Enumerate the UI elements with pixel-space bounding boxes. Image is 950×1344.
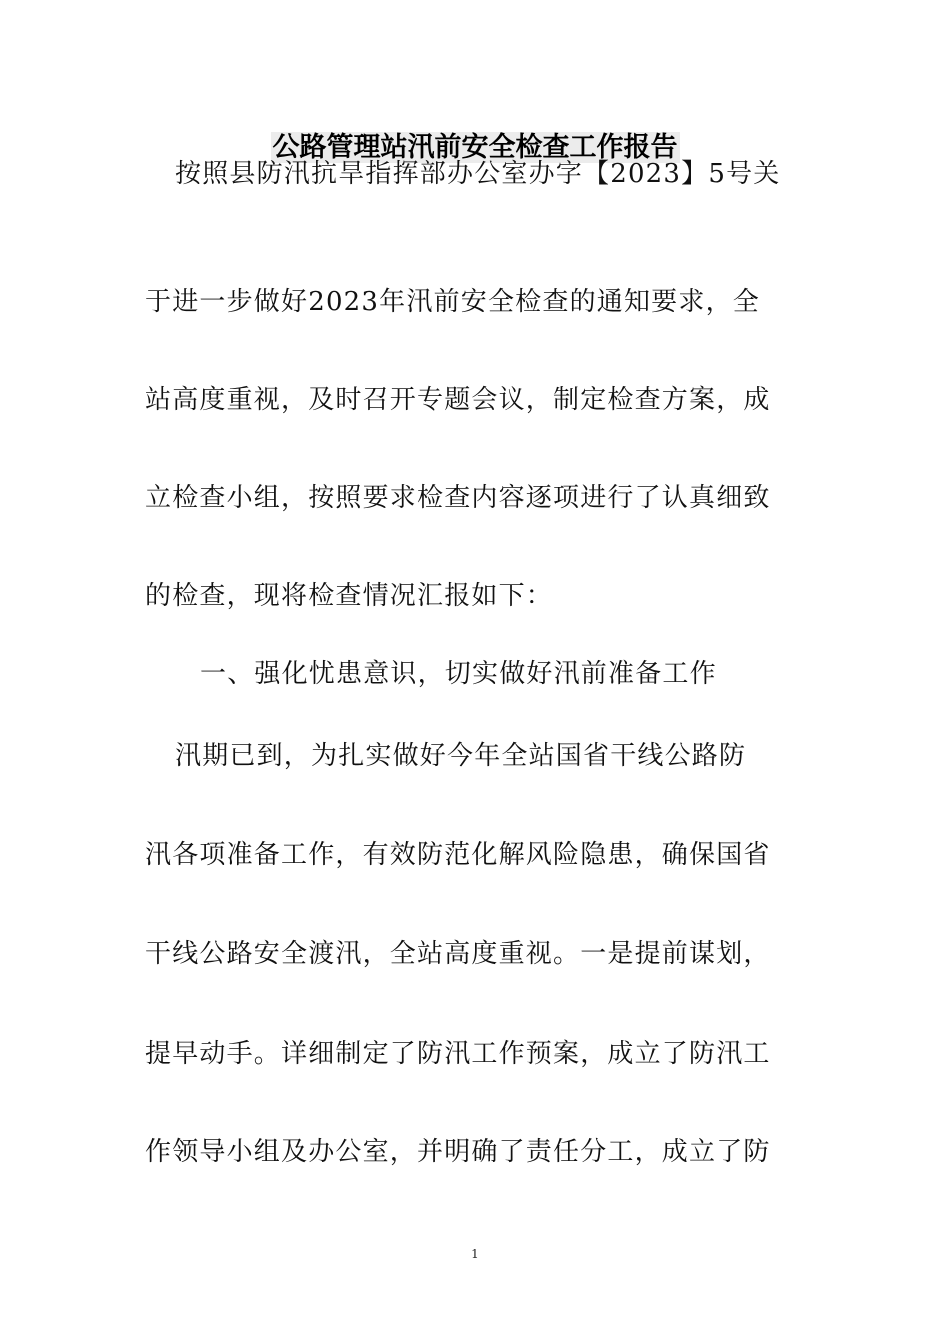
- paragraph-line: 于进一步做好2023年汛前安全检查的通知要求，全: [145, 287, 760, 317]
- paragraph-line: 立检查小组，按照要求检查内容逐项进行了认真细致: [145, 483, 771, 513]
- paragraph-line: 汛各项准备工作，有效防范化解风险隐患，确保国省: [145, 840, 771, 870]
- paragraph-line: 提早动手。详细制定了防汛工作预案，成立了防汛工: [145, 1039, 771, 1069]
- paragraph-line: 站高度重视，及时召开专题会议，制定检查方案，成: [145, 385, 771, 415]
- paragraph-line: 干线公路安全渡汛，全站高度重视。一是提前谋划，: [145, 939, 771, 969]
- document-title-text: 公路管理站汛前安全检查工作报告: [272, 132, 678, 163]
- paragraph-line: 按照县防汛抗旱指挥部办公室办字【2023】5号关: [175, 159, 781, 189]
- page-number: 1: [471, 1247, 479, 1261]
- paragraph-line: 汛期已到，为扎实做好今年全站国省干线公路防: [175, 741, 747, 771]
- paragraph-line: 作领导小组及办公室，并明确了责任分工，成立了防: [145, 1137, 771, 1167]
- paragraph-line: 的检查，现将检查情况汇报如下：: [145, 581, 554, 611]
- section-heading: 一、强化忧患意识，切实做好汛前准备工作: [200, 659, 717, 689]
